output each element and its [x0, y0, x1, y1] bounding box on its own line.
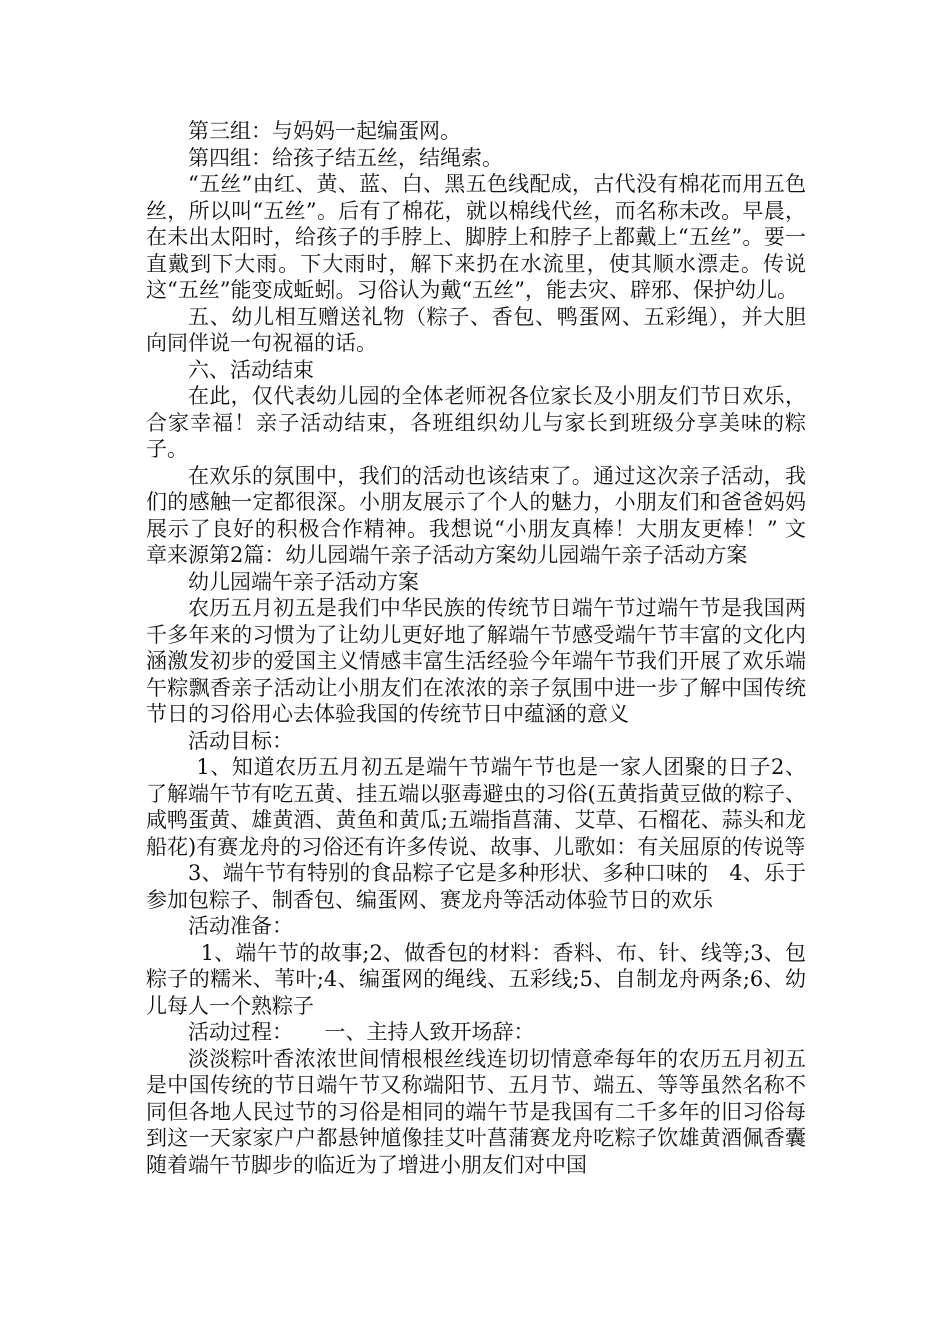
paragraph: 五、幼儿相互赠送礼物（粽子、香包、鸭蛋网、五彩绳），并大胆向同伴说一句祝福的话。 [146, 304, 806, 355]
paragraph: 在欢乐的氛围中，我们的活动也该结束了。通过这次亲子活动，我们的感触一定都很深。小朋友展示了个人的魅力，小朋友们和爸爸妈妈展示了良好的积极合作精神。我想说“小朋友真棒！大朋友更棒！” 文 章来源第2篇：幼儿园端午亲子活动方案幼儿园端午亲子活动方案 [146, 463, 806, 567]
paragraph: “五丝”由红、黄、蓝、白、黑五色线配成，古代没有棉花而用五色丝，所以叫“五丝”。后有了棉花，就以棉线代丝，而名称未改。早晨，在未出太阳时，给孩子的手脖上、脚脖上和脖子上都戴上“五丝”。要一直戴到下大雨。下大雨时，解下来扔在水流里，使其顺水漂走。传说这“五丝”能变成蚯蚓。习俗认为戴“五丝”，能去灾、辟邪、保护幼儿。 [146, 172, 806, 302]
paragraph: 第四组：给孩子结五丝，结绳索。 [188, 145, 503, 170]
document-page [146, 118, 806, 1178]
paragraph: 活动过程： 一、主持人致开场辞： [188, 1020, 535, 1044]
paragraph: 3、端午节有特别的食品粽子它是多种形状、多种口味的 4、乐于参加包粽子、制香包、编蛋网、赛龙舟等活动体验节日的欢乐 [146, 861, 806, 912]
paragraph: 活动准备： [188, 914, 293, 938]
paragraph: 1、端午节的故事;2、做香包的材料：香料、布、针、线等;3、包粽子的糯米、苇叶;4、编蛋网的绳线、五彩线;5、自制龙舟两条;6、幼儿每人一个熟粽子 [146, 940, 806, 1018]
paragraph: 农历五月初五是我们中华民族的传统节日端午节过端午节是我国两千多年来的习惯为了让幼儿更好地了解端午节感受端午节丰富的文化内涵激发初步的爱国主义情感丰富生活经验今年端午节我们开展了欢乐端午粽飘香亲子活动让小朋友们在浓浓的亲子氛围中进一步了解中国传统节日的习俗用心去体验我国的传统节日中蕴涵的意义 [146, 596, 806, 726]
paragraph: 1、知道农历五月初五是端午节端午节也是一家人团聚的日子2、了解端午节有吃五黄、挂五端以驱毒避虫的习俗(五黄指黄豆做的粽子、咸鸭蛋黄、雄黄酒、黄鱼和黄瓜;五端指菖蒲、艾草、石榴花、蒜头和龙船花)有赛龙舟的习俗还有许多传说、故事、儿歌如：有关屈原的传说等 [146, 755, 806, 859]
paragraph: 活动目标： [188, 728, 293, 753]
paragraph: 在此，仅代表幼儿园的全体老师祝各位家长及小朋友们节日欢乐，合家幸福！亲子活动结束，各班组织幼儿与家长到班级分享美味的粽子。 [146, 384, 806, 461]
paragraph: 幼儿园端午亲子活动方案 [188, 569, 419, 594]
paragraph: 淡淡粽叶香浓浓世间情根根丝线连切切情意牵每年的农历五月初五是中国传统的节日端午节又称端阳节、五月节、端五、等等虽然名称不同但各地人民过节的习俗是相同的端午节是我国有二千多年的旧习俗每到这一天家家户户都悬钟馗像挂艾叶菖蒲赛龙舟吃粽子饮雄黄酒佩香囊随着端午节脚步的临近为了增进小朋友们对中国 [146, 1046, 806, 1177]
paragraph: 第三组：与妈妈一起编蛋网。 [188, 119, 461, 143]
paragraph: 六、活动结束 [188, 357, 314, 382]
